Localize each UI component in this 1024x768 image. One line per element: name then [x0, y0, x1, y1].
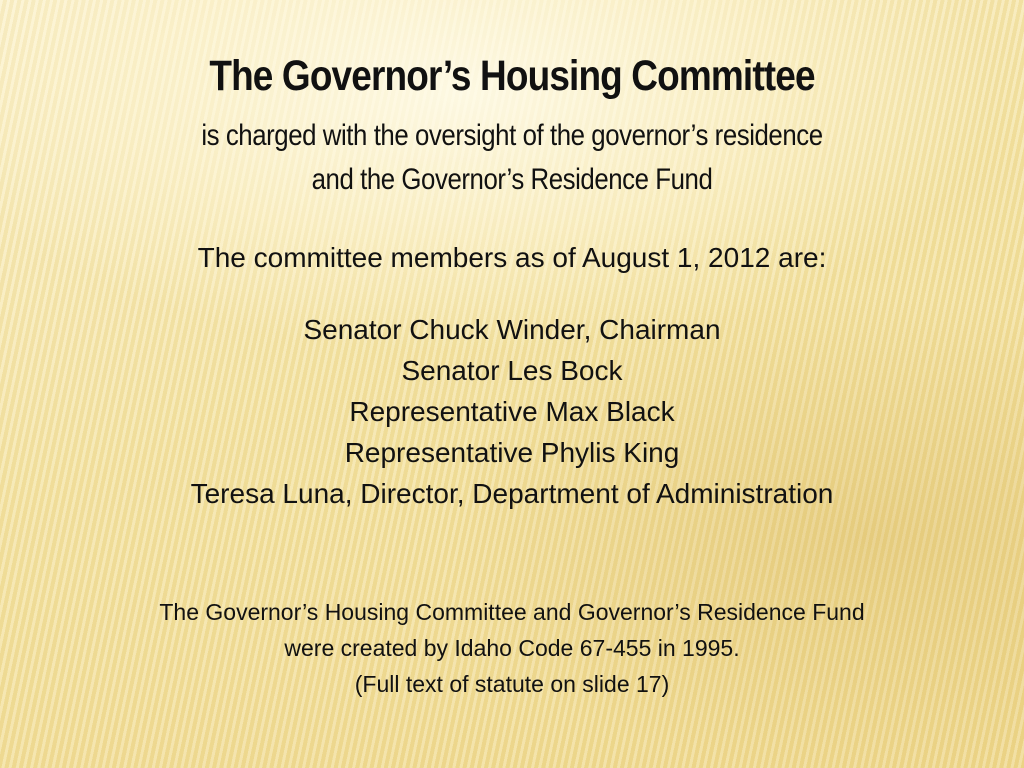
member-item: Senator Les Bock	[401, 355, 623, 386]
statute-line: (Full text of statute on slide 17)	[354, 671, 670, 697]
slide-title: The Governor’s Housing Committee	[209, 52, 815, 100]
subtitle-line: and the Governor’s Residence Fund	[311, 163, 713, 196]
slide-subtitle	[72, 114, 953, 202]
statute-note	[0, 594, 1024, 702]
subtitle-line: is charged with the oversight of the governor’s residence	[201, 119, 823, 152]
members-intro: The committee members as of August 1, 2012 are:	[197, 242, 827, 273]
member-item: Teresa Luna, Director, Department of Administration	[190, 478, 834, 509]
member-item: Representative Max Black	[349, 396, 675, 427]
members-list	[0, 309, 1024, 514]
statute-line: were created by Idaho Code 67-455 in 1995.	[284, 635, 740, 661]
statute-line: The Governor’s Housing Committee and Governor’s Residence Fund	[159, 599, 865, 625]
member-item: Representative Phylis King	[344, 437, 680, 468]
member-item: Senator Chuck Winder, Chairman	[303, 314, 721, 345]
